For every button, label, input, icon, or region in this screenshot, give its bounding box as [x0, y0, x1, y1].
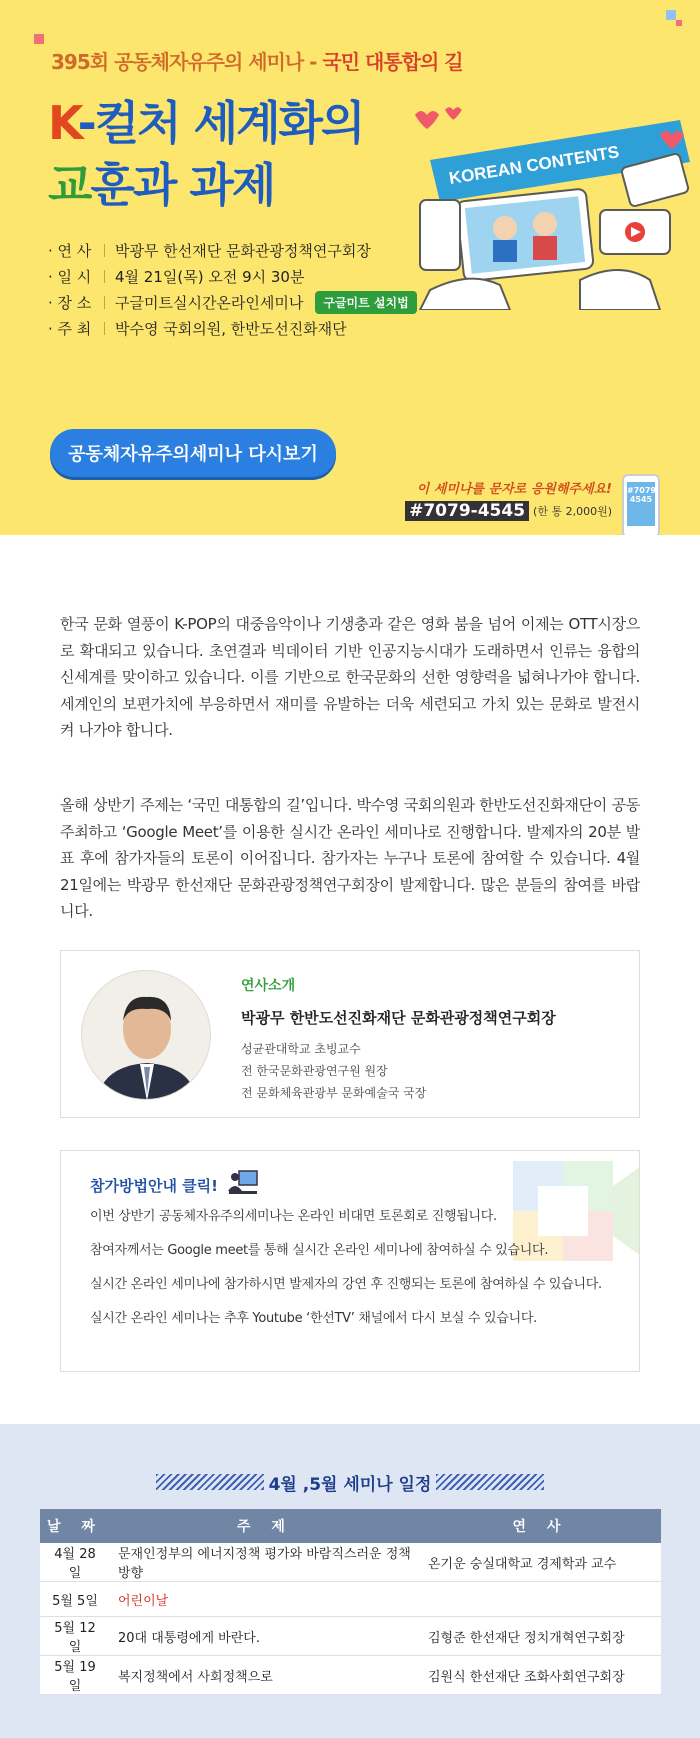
table-row: [40, 1656, 661, 1695]
row-speaker: 온기운 숭실대학교 경제학과 교수: [420, 1543, 661, 1582]
support-number-row: [405, 501, 612, 521]
speaker-photo: [81, 970, 211, 1100]
row-date: 5월 5일: [40, 1582, 110, 1617]
guide-line: 이번 상반기 공동체자유주의세미나는 온라인 비대면 토론회로 진행됩니다.: [90, 1209, 497, 1224]
speaker-career: 성균관대학교 초빙교수: [241, 1042, 361, 1056]
row-topic: 문재인정부의 에너지정책 평가와 바람직스러운 정책 방향: [110, 1543, 420, 1582]
info-label: · 주 최: [48, 319, 92, 338]
phone-screen: #7079 4545: [627, 482, 655, 526]
banner-text: KOREAN CONTENTS: [447, 142, 621, 188]
support-fee: (한 통 2,000원): [533, 505, 612, 518]
info-value: 구글미트실시간온라인세미나: [115, 293, 304, 312]
divider: [104, 296, 105, 309]
info-row-datetime: [48, 263, 417, 289]
guide-link-title[interactable]: 참가방법안내 클릭!: [90, 1177, 218, 1195]
row-speaker: [420, 1582, 661, 1617]
subtitle-prefix: 395회 공동체자유주의 세미나 -: [51, 50, 323, 74]
heart-icon: [445, 107, 462, 120]
title-line2: 훈과 과제: [90, 158, 275, 212]
info-value: 박수영 국회의원, 한반도선진화재단: [115, 319, 347, 338]
info-label: · 일 시: [48, 267, 92, 286]
hand-icon: [420, 279, 510, 310]
row-speaker: 김형준 한선재단 정치개혁연구회장: [420, 1617, 661, 1656]
guide-line: 참여자께서는 Google meet를 통해 실시간 온라인 세미나에 참여하실 수 있습니다.: [90, 1243, 549, 1258]
seminar-subtitle: [51, 46, 463, 75]
computer-user-icon: [227, 1169, 259, 1195]
divider: [104, 244, 105, 257]
korean-contents-illustration: [410, 100, 700, 310]
decor-square: [676, 20, 682, 26]
table-row: [40, 1543, 661, 1582]
schedule-title: 4월 ,5월 세미나 일정: [268, 1475, 432, 1495]
title-line1: -컬처 세계화의: [77, 96, 364, 150]
row-date: 5월 19일: [40, 1656, 110, 1695]
info-value: 박광무 한선재단 문화관광정책연구회장: [115, 241, 371, 260]
table-row: [40, 1582, 661, 1617]
guide-line: 실시간 온라인 세미나는 추후 Youtube ‘한선TV’ 채널에서 다시 보실 수 있습니다.: [90, 1311, 537, 1326]
info-row-venue: [48, 289, 417, 315]
title-first-char: 교: [48, 158, 91, 212]
row-topic: 어린이날: [110, 1582, 420, 1617]
sms-support: [405, 478, 612, 521]
info-label: · 장 소: [48, 293, 92, 312]
row-speaker: 김원식 한선재단 조화사회연구회장: [420, 1656, 661, 1695]
speaker-label: 연사소개: [241, 978, 296, 994]
speaker-name: 박광무 한반도선진화재단 문화관광정책연구회장: [241, 1009, 556, 1027]
intro-paragraph-1: 한국 문화 열풍이 K-POP의 대중음악이나 기생충과 같은 영화 붐을 넘어 이제는 OTT시장으로 확대되고 있습니다. 초연결과 빅데이터 기반 인공지능시대가 도래하면서 인류는 융합의 신세계를 맞이하고 있습니다. 이를 기반으로 한국문화의 선한 영향력을 넓혀나가야 합니다. 세계인의 보편가치에 부응하면서 재미를 유발하는 더욱 세련되고 가치 있는 문화로 발전시켜 나가야 합니다.: [60, 615, 640, 739]
speaker-career: 전 문화체육관광부 문화예술국 국장: [241, 1086, 427, 1100]
row-date: 4월 28일: [40, 1543, 110, 1582]
phone-icon: [622, 474, 660, 535]
table-row: [40, 1617, 661, 1656]
hero-section: [0, 0, 700, 535]
speaker-career: 전 한국문화관광연구원 원장: [241, 1064, 388, 1078]
decor-square: [666, 10, 676, 20]
phone-left-icon: [420, 200, 460, 270]
support-text: 이 세미나를 문자로 응원해주세요!: [416, 482, 612, 497]
support-number: #7079-4545: [405, 501, 529, 521]
hand-icon: [580, 270, 660, 310]
row-topic: 20대 대통령에게 바란다.: [110, 1617, 420, 1656]
column-header-topic: 주 제: [110, 1509, 420, 1543]
intro-paragraph-2: 올해 상반기 주제는 ‘국민 대통합의 길’입니다. 박수영 국회의원과 한반도선진화재단이 공동 주최하고 ‘Google Meet’를 이용한 실시간 온라인 세미나로 진행합니다. 발제자의 20분 발표 후에 참가자들의 토론이 이어집니다. 참가자는 누구나 토론에 참여할 수 있습니다. 4월 21일에는 박광무 한선재단 문화관광정책연구회장이 발제합니다. 많은 분들의 참여를 바랍니다.: [60, 796, 640, 920]
row-date: 5월 12일: [40, 1617, 110, 1656]
subtitle-highlight: 국민 대통합의 길: [322, 50, 463, 74]
column-header-date: 날 짜: [40, 1509, 110, 1543]
speaker-card: [60, 950, 640, 1118]
column-header-speaker: 연 사: [420, 1509, 661, 1543]
info-value: 4월 21일(목) 오전 9시 30분: [115, 267, 305, 286]
guide-line: 실시간 온라인 세미나에 참가하시면 발제자의 강연 후 진행되는 토론에 참여하실 수 있습니다.: [90, 1277, 602, 1292]
info-row-speaker: [48, 237, 417, 263]
row-topic: 복지정책에서 사회정책으로: [110, 1656, 420, 1695]
schedule-table: [40, 1509, 661, 1695]
divider: [104, 270, 105, 283]
divider: [104, 322, 105, 335]
seminar-info: [48, 237, 417, 341]
seminar-title: [48, 92, 363, 216]
title-k: K: [48, 96, 78, 150]
google-meet-install-badge[interactable]: 구글미트 설치법: [315, 291, 416, 314]
info-label: · 연 사: [48, 241, 92, 260]
replay-seminar-button[interactable]: 공동체자유주의세미나 다시보기: [50, 429, 336, 477]
participation-guide: [60, 1150, 640, 1372]
decor-square: [34, 34, 44, 44]
table-header-row: [40, 1509, 661, 1543]
heart-icon: [415, 111, 439, 129]
info-row-host: [48, 315, 417, 341]
